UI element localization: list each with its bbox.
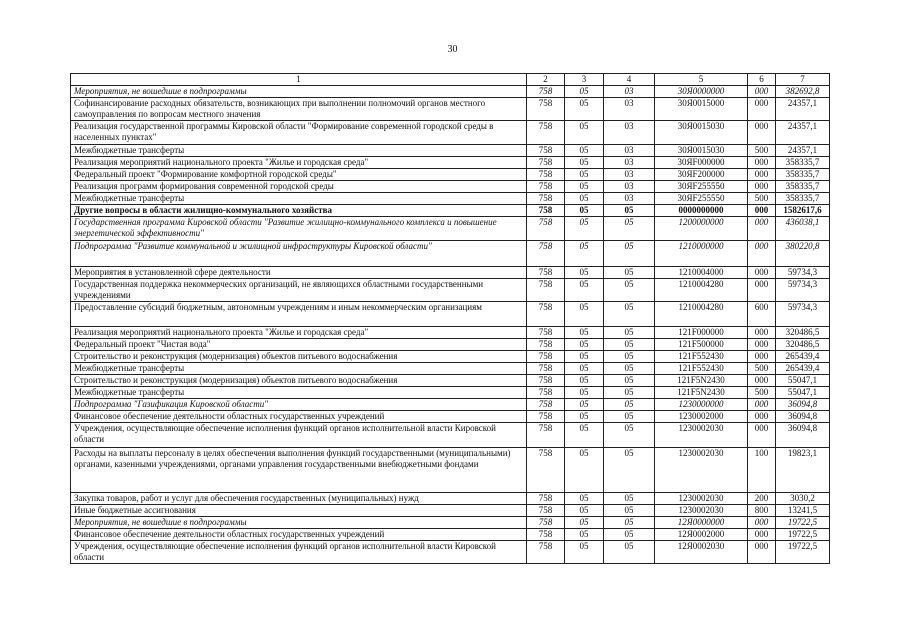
row-code-target: 121F5N2430 — [655, 387, 748, 399]
row-code-subsection: 03 — [604, 193, 655, 205]
row-code-expense-type: 800 — [748, 505, 776, 517]
row-name: Предоставление субсидий бюджетным, автономным учреждениям и иным некоммерческим организациям — [71, 302, 527, 327]
row-amount: 55047,1 — [776, 375, 830, 387]
row-code-ministry: 758 — [527, 399, 565, 411]
row-code-ministry: 758 — [527, 529, 565, 541]
table-row — [71, 541, 830, 564]
row-code-expense-type: 000 — [748, 529, 776, 541]
row-code-target: 1200000000 — [655, 217, 748, 241]
row-code-section: 05 — [565, 541, 604, 564]
row-code-subsection: 03 — [604, 98, 655, 121]
row-code-subsection: 05 — [604, 302, 655, 327]
row-code-section: 05 — [565, 181, 604, 193]
row-amount: 59734,3 — [776, 267, 830, 279]
row-code-subsection: 05 — [604, 267, 655, 279]
row-name: Закупка товаров, работ и услуг для обеспечения государственных (муниципальных) нужд — [71, 493, 527, 505]
row-code-ministry: 758 — [527, 86, 565, 98]
row-amount: 436038,1 — [776, 217, 830, 241]
row-code-expense-type: 000 — [748, 411, 776, 423]
table-row — [71, 121, 830, 145]
table-row — [71, 267, 830, 279]
row-code-ministry: 758 — [527, 193, 565, 205]
row-code-target: 1230000000 — [655, 399, 748, 411]
row-code-subsection: 05 — [604, 375, 655, 387]
row-amount: 19722,5 — [776, 541, 830, 564]
row-amount: 13241,5 — [776, 505, 830, 517]
row-code-ministry: 758 — [527, 411, 565, 423]
row-code-section: 05 — [565, 339, 604, 351]
row-code-subsection: 05 — [604, 448, 655, 493]
row-code-ministry: 758 — [527, 339, 565, 351]
row-amount: 55047,1 — [776, 387, 830, 399]
header-col-5: 5 — [655, 74, 748, 86]
row-code-section: 05 — [565, 145, 604, 157]
row-name: Учреждения, осуществляющие обеспечение исполнения функций органов исполнительной власти Кировской области — [71, 423, 527, 448]
row-name: Иные бюджетные ассигнования — [71, 505, 527, 517]
table-row — [71, 493, 830, 505]
row-name: Мероприятия, не вошедшие в подпрограммы — [71, 86, 527, 98]
row-code-subsection: 05 — [604, 217, 655, 241]
row-code-ministry: 758 — [527, 351, 565, 363]
row-amount: 265439,4 — [776, 351, 830, 363]
table-row — [71, 145, 830, 157]
row-code-expense-type: 000 — [748, 517, 776, 529]
row-code-expense-type: 000 — [748, 327, 776, 339]
row-code-expense-type: 500 — [748, 145, 776, 157]
row-code-expense-type: 000 — [748, 267, 776, 279]
table-row — [71, 339, 830, 351]
row-name: Мероприятия в установленной сфере деятельности — [71, 267, 527, 279]
row-code-ministry: 758 — [527, 517, 565, 529]
row-code-ministry: 758 — [527, 267, 565, 279]
row-code-ministry: 758 — [527, 423, 565, 448]
table-row — [71, 241, 830, 267]
table-row — [71, 217, 830, 241]
table-row — [71, 448, 830, 493]
table-row — [71, 181, 830, 193]
row-code-ministry: 758 — [527, 363, 565, 375]
row-amount: 380220,8 — [776, 241, 830, 267]
row-code-expense-type: 500 — [748, 363, 776, 375]
row-code-target: 0000000000 — [655, 205, 748, 217]
table-row — [71, 399, 830, 411]
table-row — [71, 505, 830, 517]
table-row — [71, 98, 830, 121]
header-col-3: 3 — [565, 74, 604, 86]
row-code-section: 05 — [565, 279, 604, 302]
row-code-target: 30ЯF000000 — [655, 157, 748, 169]
row-code-expense-type: 500 — [748, 387, 776, 399]
row-code-section: 05 — [565, 327, 604, 339]
row-code-expense-type: 500 — [748, 193, 776, 205]
row-code-subsection: 05 — [604, 423, 655, 448]
row-code-subsection: 05 — [604, 517, 655, 529]
row-code-target: 30ЯF255550 — [655, 193, 748, 205]
header-col-1: 1 — [71, 74, 527, 86]
row-name: Реализация государственной программы Кировской области "Формирование современной городской среды в населенных пунктах" — [71, 121, 527, 145]
row-code-expense-type: 000 — [748, 375, 776, 387]
table-header-row — [71, 74, 830, 86]
row-code-expense-type: 000 — [748, 339, 776, 351]
row-code-section: 05 — [565, 505, 604, 517]
row-code-expense-type: 000 — [748, 423, 776, 448]
row-code-target: 12Я0002000 — [655, 529, 748, 541]
row-code-subsection: 05 — [604, 541, 655, 564]
table-row — [71, 517, 830, 529]
row-name: Межбюджетные трансферты — [71, 387, 527, 399]
row-code-ministry: 758 — [527, 302, 565, 327]
row-code-target: 30ЯF255550 — [655, 181, 748, 193]
row-code-expense-type: 000 — [748, 279, 776, 302]
row-code-expense-type: 000 — [748, 181, 776, 193]
row-code-expense-type: 000 — [748, 241, 776, 267]
row-code-target: 1210000000 — [655, 241, 748, 267]
row-code-ministry: 758 — [527, 169, 565, 181]
row-name: Расходы на выплаты персоналу в целях обеспечения выполнения функций государственными (муниципальными) органами, казенными учреждениями, органами управления государственными внебюджетными фондами — [71, 448, 527, 493]
row-code-target: 121F500000 — [655, 339, 748, 351]
row-amount: 19722,5 — [776, 517, 830, 529]
row-code-section: 05 — [565, 217, 604, 241]
header-col-6: 6 — [748, 74, 776, 86]
row-code-subsection: 05 — [604, 241, 655, 267]
row-code-target: 1210004280 — [655, 279, 748, 302]
row-code-subsection: 05 — [604, 205, 655, 217]
row-name: Учреждения, осуществляющие обеспечение исполнения функций органов исполнительной власти Кировской области — [71, 541, 527, 564]
row-code-target: 30Я0015030 — [655, 145, 748, 157]
row-amount: 36094,8 — [776, 399, 830, 411]
row-code-target: 30Я0000000 — [655, 86, 748, 98]
row-name: Федеральный проект "Чистая вода" — [71, 339, 527, 351]
row-code-subsection: 03 — [604, 145, 655, 157]
row-code-target: 30Я0015000 — [655, 98, 748, 121]
table-row — [71, 86, 830, 98]
header-col-4: 4 — [604, 74, 655, 86]
row-code-ministry: 758 — [527, 181, 565, 193]
row-amount: 24357,1 — [776, 98, 830, 121]
row-code-target: 12Я0002030 — [655, 541, 748, 564]
row-code-target: 1230002030 — [655, 505, 748, 517]
row-code-section: 05 — [565, 375, 604, 387]
row-code-target: 121F552430 — [655, 351, 748, 363]
row-code-section: 05 — [565, 363, 604, 375]
row-amount: 358335,7 — [776, 181, 830, 193]
table-row — [71, 423, 830, 448]
row-name: Подпрограмма "Газификация Кировской области" — [71, 399, 527, 411]
row-code-expense-type: 200 — [748, 493, 776, 505]
row-code-subsection: 05 — [604, 363, 655, 375]
row-code-subsection: 03 — [604, 157, 655, 169]
row-code-expense-type: 600 — [748, 302, 776, 327]
row-code-subsection: 03 — [604, 121, 655, 145]
row-amount: 320486,5 — [776, 327, 830, 339]
table-row — [71, 387, 830, 399]
row-code-ministry: 758 — [527, 448, 565, 493]
row-code-target: 30Я0015030 — [655, 121, 748, 145]
row-code-target: 30ЯF200000 — [655, 169, 748, 181]
row-code-target: 121F552430 — [655, 363, 748, 375]
row-code-section: 05 — [565, 423, 604, 448]
row-code-expense-type: 000 — [748, 169, 776, 181]
row-name: Финансовое обеспечение деятельности областных государственных учреждений — [71, 529, 527, 541]
table-row — [71, 157, 830, 169]
row-amount: 358335,7 — [776, 157, 830, 169]
row-code-target: 121F000000 — [655, 327, 748, 339]
row-amount: 36094,8 — [776, 411, 830, 423]
row-name: Межбюджетные трансферты — [71, 193, 527, 205]
table-body — [71, 86, 830, 564]
row-code-subsection: 05 — [604, 351, 655, 363]
row-amount: 382692,8 — [776, 86, 830, 98]
row-amount: 3030,2 — [776, 493, 830, 505]
row-code-ministry: 758 — [527, 157, 565, 169]
row-code-ministry: 758 — [527, 541, 565, 564]
row-code-ministry: 758 — [527, 205, 565, 217]
row-name: Государственная программа Кировской области "Развитие жилищно-коммунального комплекса и повышение энергетической эффективности" — [71, 217, 527, 241]
row-code-subsection: 05 — [604, 279, 655, 302]
row-name: Федеральный проект "Формирование комфортной городской среды" — [71, 169, 527, 181]
page-number: 30 — [447, 44, 458, 55]
row-name: Другие вопросы в области жилищно-коммунального хозяйства — [71, 205, 527, 217]
row-code-ministry: 758 — [527, 387, 565, 399]
row-code-section: 05 — [565, 157, 604, 169]
table-row — [71, 193, 830, 205]
row-code-ministry: 758 — [527, 279, 565, 302]
row-code-subsection: 05 — [604, 387, 655, 399]
row-code-subsection: 03 — [604, 169, 655, 181]
row-code-target: 1210004280 — [655, 302, 748, 327]
row-amount: 19722,5 — [776, 529, 830, 541]
row-name: Реализация мероприятий национального проекта "Жилье и городская среда" — [71, 327, 527, 339]
row-amount: 265439,4 — [776, 363, 830, 375]
row-code-section: 05 — [565, 399, 604, 411]
row-code-target: 1230002030 — [655, 448, 748, 493]
row-code-target: 1210004000 — [655, 267, 748, 279]
row-name: Реализация мероприятий национального проекта "Жилье и городская среда" — [71, 157, 527, 169]
row-name: Государственная поддержка некоммерческих организаций, не являющихся областными государственными учреждениями — [71, 279, 527, 302]
row-code-expense-type: 000 — [748, 121, 776, 145]
row-code-subsection: 05 — [604, 339, 655, 351]
row-code-subsection: 05 — [604, 529, 655, 541]
row-code-section: 05 — [565, 121, 604, 145]
table-row — [71, 351, 830, 363]
row-code-target: 12Я0000000 — [655, 517, 748, 529]
row-code-subsection: 05 — [604, 493, 655, 505]
row-code-ministry: 758 — [527, 241, 565, 267]
row-code-ministry: 758 — [527, 121, 565, 145]
row-code-section: 05 — [565, 529, 604, 541]
table-row — [71, 279, 830, 302]
row-code-subsection: 05 — [604, 505, 655, 517]
table-row — [71, 363, 830, 375]
row-amount: 1582617,6 — [776, 205, 830, 217]
row-code-target: 121F5N2430 — [655, 375, 748, 387]
row-code-ministry: 758 — [527, 375, 565, 387]
row-name: Строительство и реконструкция (модернизация) объектов питьевого водоснабжения — [71, 351, 527, 363]
budget-table — [70, 73, 830, 564]
row-code-ministry: 758 — [527, 505, 565, 517]
row-code-subsection: 03 — [604, 86, 655, 98]
header-col-7: 7 — [776, 74, 830, 86]
row-amount: 24357,1 — [776, 121, 830, 145]
row-amount: 358335,7 — [776, 193, 830, 205]
row-code-expense-type: 000 — [748, 399, 776, 411]
row-code-section: 05 — [565, 302, 604, 327]
row-code-section: 05 — [565, 267, 604, 279]
row-code-expense-type: 000 — [748, 98, 776, 121]
row-amount: 320486,5 — [776, 339, 830, 351]
table-row — [71, 169, 830, 181]
row-name: Софинансирование расходных обязательств, возникающих при выполнении полномочий органов местного самоуправления по вопросам местного значения — [71, 98, 527, 121]
row-code-expense-type: 000 — [748, 86, 776, 98]
row-code-expense-type: 000 — [748, 351, 776, 363]
table-row — [71, 327, 830, 339]
row-code-subsection: 03 — [604, 181, 655, 193]
row-amount: 36094,8 — [776, 423, 830, 448]
table-row — [71, 411, 830, 423]
row-name: Финансовое обеспечение деятельности областных государственных учреждений — [71, 411, 527, 423]
row-code-section: 05 — [565, 351, 604, 363]
row-code-target: 1230002030 — [655, 423, 748, 448]
row-name: Подпрограмма "Развитие коммунальной и жилищной инфраструктуры Кировской области" — [71, 241, 527, 267]
row-code-expense-type: 000 — [748, 541, 776, 564]
table-row — [71, 205, 830, 217]
row-code-ministry: 758 — [527, 145, 565, 157]
row-code-ministry: 758 — [527, 327, 565, 339]
header-col-2: 2 — [527, 74, 565, 86]
row-amount: 19823,1 — [776, 448, 830, 493]
row-name: Мероприятия, не вошедшие в подпрограммы — [71, 517, 527, 529]
row-name: Межбюджетные трансферты — [71, 145, 527, 157]
row-code-section: 05 — [565, 193, 604, 205]
row-amount: 59734,3 — [776, 302, 830, 327]
row-code-target: 1230002030 — [655, 493, 748, 505]
row-name: Реализация программ формирования современной городской среды — [71, 181, 527, 193]
table-row — [71, 529, 830, 541]
row-code-subsection: 05 — [604, 399, 655, 411]
row-code-ministry: 758 — [527, 217, 565, 241]
row-code-section: 05 — [565, 169, 604, 181]
table-row — [71, 375, 830, 387]
row-code-section: 05 — [565, 205, 604, 217]
row-code-section: 05 — [565, 241, 604, 267]
table-row — [71, 302, 830, 327]
row-code-expense-type: 000 — [748, 205, 776, 217]
row-name: Межбюджетные трансферты — [71, 363, 527, 375]
row-code-ministry: 758 — [527, 493, 565, 505]
row-amount: 24357,1 — [776, 145, 830, 157]
row-code-expense-type: 000 — [748, 157, 776, 169]
row-code-expense-type: 100 — [748, 448, 776, 493]
row-code-section: 05 — [565, 387, 604, 399]
row-code-section: 05 — [565, 411, 604, 423]
row-name: Строительство и реконструкция (модернизация) объектов питьевого водоснабжения — [71, 375, 527, 387]
row-code-expense-type: 000 — [748, 217, 776, 241]
row-code-section: 05 — [565, 98, 604, 121]
row-code-section: 05 — [565, 86, 604, 98]
row-code-subsection: 05 — [604, 327, 655, 339]
row-code-section: 05 — [565, 448, 604, 493]
row-code-subsection: 05 — [604, 411, 655, 423]
row-code-ministry: 758 — [527, 98, 565, 121]
row-amount: 358335,7 — [776, 169, 830, 181]
row-code-section: 05 — [565, 493, 604, 505]
row-amount: 59734,3 — [776, 279, 830, 302]
row-code-target: 1230002000 — [655, 411, 748, 423]
row-code-section: 05 — [565, 517, 604, 529]
